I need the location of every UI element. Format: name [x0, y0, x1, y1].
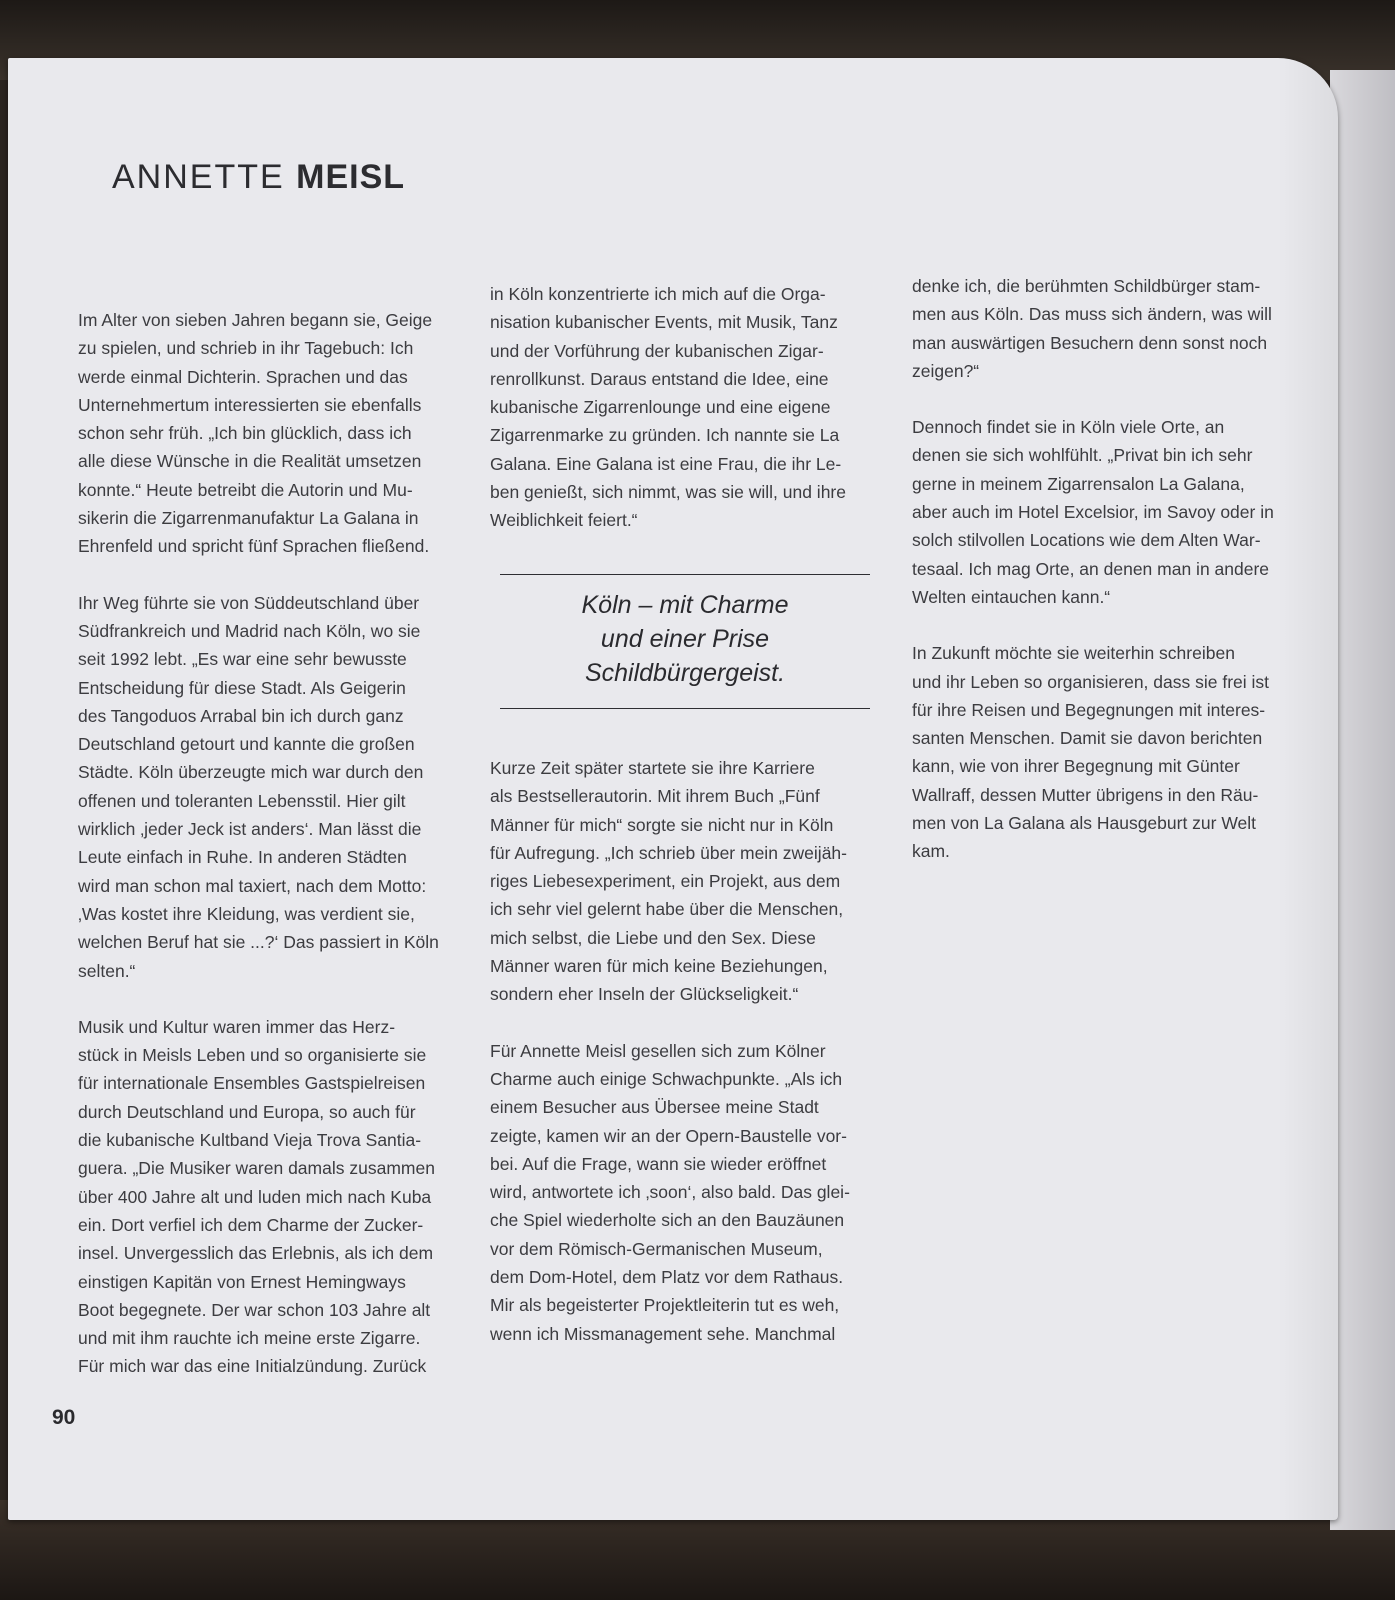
text-line: Galana. Eine Galana ist eine Frau, die ihr Le- — [490, 453, 842, 474]
article-title — [112, 158, 405, 197]
paragraph — [490, 754, 885, 1009]
title-first-name: ANNETTE — [112, 158, 285, 196]
text-line: denen sie sich wohlfühlt. „Privat bin ich sehr — [912, 445, 1253, 466]
text-line: wenn ich Missmanagement sehe. Manchmal — [490, 1323, 836, 1344]
text-line: kann, wie von ihrer Begegnung mit Günter — [912, 756, 1240, 777]
text-line: stück in Meisls Leben und so organisierte sie — [78, 1045, 427, 1066]
text-line: kubanische Zigarrenlounge und eine eigene — [490, 397, 831, 418]
text-line: che Spiel wiederholte sich an den Bauzäunen — [490, 1210, 845, 1231]
text-line: Musik und Kultur waren immer das Herz- — [78, 1016, 396, 1037]
text-line: Im Alter von sieben Jahren begann sie, Geige — [78, 310, 433, 330]
text-line: ich sehr viel gelernt habe über die Menschen, — [490, 899, 844, 920]
text-line: werde einmal Dichterin. Sprachen und das — [78, 366, 408, 387]
text-line: einstigen Kapitän von Ernest Hemingways — [78, 1271, 406, 1292]
paragraph — [78, 589, 463, 985]
text-line: wirklich ‚jeder Jeck ist anders‘. Man lässt die — [78, 819, 422, 840]
text-line: nisation kubanischer Events, mit Musik, Tanz — [490, 312, 838, 333]
text-line: Boot begegnete. Der war schon 103 Jahre alt — [78, 1299, 431, 1320]
text-line: Dennoch findet sie in Köln viele Orte, an — [912, 417, 1225, 438]
text-line: konnte.“ Heute betreibt die Autorin und Mu- — [78, 479, 413, 500]
paragraph — [912, 639, 1312, 865]
text-column-2-bottom — [490, 754, 885, 1376]
text-line: Mir als begeisterter Projektleiterin tut es weh, — [490, 1295, 840, 1316]
text-column-3 — [912, 272, 1312, 894]
text-line: und ihr Leben so organisieren, dass sie frei ist — [912, 671, 1270, 692]
page-number: 90 — [52, 1406, 76, 1429]
text-line: sikerin die Zigarrenmanufaktur La Galana in — [78, 508, 419, 529]
text-line: Ehrenfeld und spricht fünf Sprachen fließend. — [78, 536, 430, 557]
text-line: ‚Was kostet ihre Kleidung, was verdient sie, — [78, 903, 415, 924]
text-line: Südfrankreich und Madrid nach Köln, wo sie — [78, 620, 421, 641]
text-line: für Aufregung. „Ich schrieb über mein zweijäh- — [490, 842, 847, 863]
text-column-1 — [78, 306, 463, 1409]
text-line: schon sehr früh. „Ich bin glücklich, dass ich — [78, 423, 412, 444]
text-line: Männer für mich“ sorgte sie nicht nur in Köln — [490, 814, 834, 835]
text-line: tesaal. Ich mag Orte, an denen man in andere — [912, 558, 1270, 579]
next-page-edge — [1330, 70, 1395, 1530]
paragraph — [912, 413, 1312, 611]
pull-quote-text — [500, 588, 870, 690]
text-line: welchen Beruf hat sie ...?‘ Das passiert in Köln — [78, 932, 439, 953]
text-line: und der Vorführung der kubanischen Zigar- — [490, 340, 824, 361]
text-line: riges Liebesexperiment, ein Projekt, aus dem — [490, 871, 841, 892]
title-last-name: MEISL — [296, 158, 406, 196]
quote-line: und einer Prise — [600, 625, 770, 653]
text-line: Für Annette Meisl gesellen sich zum Kölner — [490, 1040, 826, 1061]
paragraph — [78, 306, 463, 561]
text-line: Ihr Weg führte sie von Süddeutschland über — [78, 592, 420, 613]
paragraph — [78, 1013, 463, 1381]
text-line: für internationale Ensembles Gastspielreisen — [78, 1073, 426, 1094]
text-line: alle diese Wünsche in die Realität umsetzen — [78, 451, 422, 472]
text-line: Städte. Köln überzeugte mich war durch den — [78, 762, 424, 783]
text-line: seit 1992 lebt. „Es war eine sehr bewusste — [78, 649, 407, 670]
text-line: In Zukunft möchte sie weiterhin schreiben — [912, 643, 1235, 664]
text-line: Unternehmertum interessierten sie ebenfalls — [78, 394, 422, 415]
text-line: santen Menschen. Damit sie davon berichten — [912, 728, 1263, 749]
text-line: Leute einfach in Ruhe. In anderen Städten — [78, 847, 407, 868]
paragraph — [490, 1037, 885, 1348]
text-line: in Köln konzentrierte ich mich auf die Orga- — [490, 284, 826, 304]
text-line: Entscheidung für diese Stadt. Als Geigerin — [78, 677, 406, 698]
text-line: ein. Dort verfiel ich dem Charme der Zucker- — [78, 1214, 424, 1235]
text-line: Für mich war das eine Initialzündung. Zurück — [78, 1356, 427, 1377]
text-line: und mit ihm rauchte ich meine erste Zigarre. — [78, 1328, 421, 1349]
paragraph — [490, 280, 885, 535]
text-line: zeigen?“ — [912, 360, 980, 381]
text-line: dem Dom-Hotel, dem Platz vor dem Rathaus. — [490, 1267, 844, 1288]
text-line: selten.“ — [78, 960, 136, 981]
text-line: über 400 Jahre alt und luden mich nach Kuba — [78, 1186, 432, 1207]
quote-line: Schildbürgergeist. — [584, 659, 786, 687]
text-line: Welten eintauchen kann.“ — [912, 586, 1111, 607]
text-column-2-top — [490, 280, 885, 563]
text-line: offenen und toleranten Lebensstil. Hier gilt — [78, 790, 406, 811]
text-line: wird, antwortete ich ‚soon‘, also bald. Das glei- — [490, 1182, 850, 1203]
text-line: vor dem Römisch-Germanischen Museum, — [490, 1238, 823, 1259]
text-line: guera. „Die Musiker waren damals zusammen — [78, 1158, 435, 1179]
text-line: men aus Köln. Das muss sich ändern, was will — [912, 304, 1272, 325]
text-line: zu spielen, und schrieb in ihr Tagebuch: Ich — [78, 338, 414, 359]
text-line: einem Besucher aus Übersee meine Stadt — [490, 1097, 819, 1118]
text-line: als Bestsellerautorin. Mit ihrem Buch „Fünf — [490, 786, 820, 807]
text-line: Männer waren für mich keine Beziehungen, — [490, 956, 828, 977]
text-line: denke ich, die berühmten Schildbürger stam- — [912, 276, 1261, 296]
book-page — [8, 58, 1338, 1520]
text-line: kam. — [912, 841, 950, 862]
text-line: Wallraff, dessen Mutter übrigens in den Räu- — [912, 784, 1259, 805]
text-line: Deutschland getourt und kannte die großen — [78, 734, 415, 755]
text-line: sondern eher Inseln der Glückseligkeit.“ — [490, 984, 799, 1005]
text-line: mich selbst, die Liebe und den Sex. Diese — [490, 927, 816, 948]
text-line: solch stilvollen Locations wie dem Alten War- — [912, 530, 1261, 551]
text-line: man auswärtigen Besuchern denn sonst noch — [912, 332, 1268, 353]
text-line: die kubanische Kultband Vieja Trova Santia- — [78, 1130, 422, 1151]
text-line: Kurze Zeit später startete sie ihre Karriere — [490, 758, 815, 778]
text-line: men von La Galana als Hausgeburt zur Welt — [912, 813, 1257, 834]
text-line: insel. Unvergesslich das Erlebnis, als ich dem — [78, 1243, 434, 1264]
text-line: ben genießt, sich nimmt, was sie will, und ihre — [490, 482, 846, 503]
text-line: Weiblichkeit feiert.“ — [490, 510, 638, 531]
text-line: des Tangoduos Arrabal bin ich durch ganz — [78, 705, 404, 726]
paragraph — [912, 272, 1312, 385]
text-line: Zigarrenmarke zu gründen. Ich nannte sie La — [490, 425, 840, 446]
text-line: durch Deutschland und Europa, so auch für — [78, 1101, 416, 1122]
text-line: zeigte, kamen wir an der Opern-Baustelle vor- — [490, 1125, 847, 1146]
text-line: aber auch im Hotel Excelsior, im Savoy oder in — [912, 502, 1274, 523]
pull-quote-bottom-rule — [500, 708, 870, 709]
text-line: gerne in meinem Zigarrensalon La Galana, — [912, 473, 1245, 494]
text-line: wird man schon mal taxiert, nach dem Motto: — [78, 875, 427, 896]
pull-quote-top-rule — [500, 574, 870, 575]
text-line: Charme auch einige Schwachpunkte. „Als ich — [490, 1068, 843, 1089]
text-line: für ihre Reisen und Begegnungen mit interes- — [912, 699, 1266, 720]
text-line: bei. Auf die Frage, wann sie wieder eröffnet — [490, 1153, 827, 1174]
text-line: renrollkunst. Daraus entstand die Idee, eine — [490, 368, 829, 389]
pull-quote — [500, 574, 870, 710]
quote-line: Köln – mit Charme — [581, 591, 789, 619]
